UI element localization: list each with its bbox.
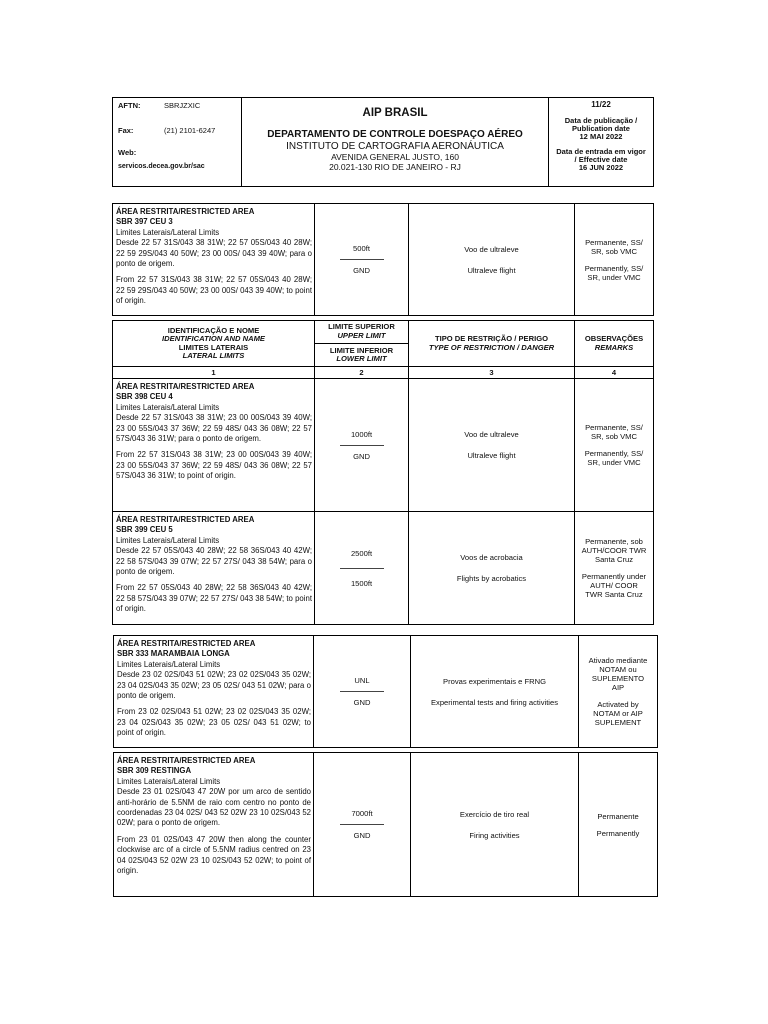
col2-lower-en: LOWER LIMIT bbox=[336, 354, 387, 364]
column-header-remarks bbox=[575, 321, 654, 367]
column-number-4: 4 bbox=[575, 367, 654, 379]
area-name: SBR 397 CEU 3 bbox=[116, 217, 173, 227]
aftn-label: AFTN: bbox=[118, 101, 141, 110]
column-header-restriction bbox=[409, 321, 575, 367]
area-identification bbox=[114, 753, 314, 897]
area-table-sbr-397 bbox=[112, 203, 654, 316]
col4-en: REMARKS bbox=[594, 342, 634, 352]
limits-pt: Desde 22 57 31S/043 38 31W; 23 00 00S/043 39 40W; 23 00 55S/043 37 36W; 22 59 48S/ 043 36 08W; 22 57 57S/043 36 31W; para o ponto de origem. bbox=[116, 413, 312, 444]
column-number-row bbox=[113, 367, 654, 379]
remarks-pt: Permanente bbox=[597, 811, 639, 821]
restriction-en: Firing activities bbox=[469, 830, 520, 840]
fax-label: Fax: bbox=[118, 126, 134, 135]
col2-upper-en: UPPER LIMIT bbox=[337, 330, 386, 340]
lower-limit: 1500ft bbox=[350, 578, 373, 588]
remarks bbox=[575, 204, 654, 316]
upper-limit: 7000ft bbox=[351, 809, 373, 818]
column-number-3: 3 bbox=[409, 367, 575, 379]
lower-limit: GND bbox=[353, 831, 371, 840]
col1-en: IDENTIFICATION AND NAME bbox=[162, 334, 265, 344]
remarks-pt: Permanente, sob AUTH/COOR TWR Santa Cruz bbox=[581, 537, 647, 564]
vertical-limits bbox=[314, 636, 411, 748]
area-identification bbox=[113, 512, 315, 625]
remarks-en: Permanently under AUTH/ COOR TWR Santa Cruz bbox=[581, 572, 647, 599]
restriction-en: Ultraleve flight bbox=[467, 265, 516, 275]
column-header-identification bbox=[113, 321, 315, 367]
upper-limit: 1000ft bbox=[350, 429, 373, 439]
restriction-pt: Provas experimentais e FRNG bbox=[443, 676, 546, 686]
web-label: Web: bbox=[118, 148, 137, 157]
restriction-en: Ultraleve flight bbox=[467, 451, 516, 460]
restriction-pt: Voo de ultraleve bbox=[464, 244, 519, 254]
col3-pt: TIPO DE RESTRIÇÃO / PERIGO bbox=[434, 334, 549, 344]
limits-pt: Desde 22 57 31S/043 38 31W; 22 57 05S/043 40 28W; 22 59 29S/043 40 50W; 23 00 00S/ 043 39 40W; para o ponto de origem. bbox=[116, 238, 312, 269]
area-identification bbox=[113, 204, 315, 316]
column-number-1: 1 bbox=[113, 367, 315, 379]
restriction-type bbox=[411, 636, 579, 748]
column-number-2: 2 bbox=[315, 367, 409, 379]
lower-limit: GND bbox=[353, 698, 371, 707]
area-name: SBR 309 RESTINGA bbox=[117, 766, 192, 776]
col1-pt: IDENTIFICAÇÃO E NOME bbox=[167, 325, 260, 335]
remarks-pt: Permanente, SS/ SR, sob VMC bbox=[585, 237, 643, 256]
col1-en2: LATERAL LIMITS bbox=[182, 350, 245, 360]
remarks-pt: Permanente, SS/ SR, sob VMC bbox=[585, 423, 643, 441]
area-identification bbox=[113, 379, 315, 512]
area-type: ÁREA RESTRITA/RESTRICTED AREA bbox=[117, 756, 256, 765]
area-name: SBR 333 MARAMBAIA LONGA bbox=[117, 649, 230, 659]
title-block bbox=[242, 98, 549, 187]
fax-value: (21) 2101-6247 bbox=[164, 126, 216, 135]
limits-en: From 22 57 31S/043 38 31W; 23 00 00S/043 39 40W; 23 00 55S/043 37 36W; 22 59 48S/ 043 36 08W; 22 57 57S/043 36 31W; to point of origin. bbox=[116, 450, 312, 481]
lateral-limits-label: Limites Laterais/Lateral Limits bbox=[116, 535, 220, 545]
area-type: ÁREA RESTRITA/RESTRICTED AREA bbox=[117, 639, 256, 648]
col1-pt2: LIMITES LATERAIS bbox=[178, 342, 249, 352]
address-line-2: 20.021-130 RIO DE JANEIRO - RJ bbox=[329, 162, 461, 172]
institute: INSTITUTO DE CARTOGRAFIA AERONÁUTICA bbox=[286, 141, 504, 152]
lateral-limits-label: Limites Laterais/Lateral Limits bbox=[117, 776, 221, 786]
remarks-en: Activated by NOTAM or AIP SUPLEMENT bbox=[593, 700, 643, 727]
web-value: servicos.decea.gov.br/sac bbox=[118, 163, 205, 170]
col2-upper-pt: LIMITE SUPERIOR bbox=[328, 322, 395, 332]
area-row-sbr-398 bbox=[113, 379, 654, 512]
publication-label: Data de publicação / Publication date bbox=[564, 116, 638, 133]
restriction-en: Flights by acrobatics bbox=[456, 574, 527, 583]
document-header bbox=[112, 97, 654, 187]
publication-date: 12 MAI 2022 bbox=[579, 132, 623, 141]
contact-block bbox=[113, 98, 242, 187]
lower-limit: GND bbox=[353, 451, 370, 461]
vertical-limits bbox=[315, 512, 409, 625]
area-table-sbr-333 bbox=[113, 635, 658, 748]
area-identification bbox=[114, 636, 314, 748]
limits-en: From 23 01 02S/043 47 20W then along the counter clockwise arc of a circle of 5.5NM radius centred on 23 04 02S/043 52 02W 23 10 02S/043 52 02W; to point of origin. bbox=[117, 834, 311, 876]
restriction-type bbox=[409, 512, 575, 625]
restriction-pt: Voos de acrobacia bbox=[460, 553, 523, 562]
limits-pt: Desde 23 01 02S/043 47 20W por um arco de sentido anti-horário de 5.5NM de raio com centro no ponto de coordenadas 23 04 02S/ 043 52 02W 23 10 02S/043 52 02W; para o ponto de origem. bbox=[117, 787, 311, 828]
restriction-en: Experimental tests and firing activities bbox=[430, 697, 559, 707]
remarks bbox=[575, 512, 654, 625]
aftn-value: SBRJZXIC bbox=[164, 101, 201, 110]
vertical-limits bbox=[315, 379, 409, 512]
area-table-group bbox=[112, 320, 654, 625]
remarks bbox=[579, 753, 658, 897]
area-type: ÁREA RESTRITA/RESTRICTED AREA bbox=[116, 382, 255, 391]
address-line-1: AVENIDA GENERAL JUSTO, 160 bbox=[331, 152, 459, 162]
area-type: ÁREA RESTRITA/RESTRICTED AREA bbox=[116, 207, 255, 216]
effective-date: 16 JUN 2022 bbox=[578, 163, 624, 172]
restriction-pt: Exercício de tiro real bbox=[459, 809, 530, 819]
remarks-en: Permanently, SS/ SR, under VMC bbox=[584, 263, 644, 282]
upper-limit: 500ft bbox=[353, 244, 370, 253]
area-name: SBR 398 CEU 4 bbox=[116, 392, 173, 402]
limits-pt: Desde 23 02 02S/043 51 02W; 23 02 02S/043 35 02W; 23 04 02S/043 35 02W; 23 05 02S/ 043 51 02W; para o ponto de origem. bbox=[117, 670, 311, 701]
effective-label: Data de entrada em vigor / Effective date bbox=[556, 147, 646, 164]
col2-lower-pt: LIMITE INFERIOR bbox=[329, 346, 394, 355]
doc-title: AIP BRASIL bbox=[362, 107, 428, 119]
area-table-sbr-309 bbox=[113, 752, 658, 897]
restriction-pt: Voo de ultraleve bbox=[464, 430, 519, 439]
area-type: ÁREA RESTRITA/RESTRICTED AREA bbox=[116, 515, 255, 524]
department: DEPARTAMENTO DE CONTROLE DOESPAÇO AÉREO bbox=[267, 129, 523, 140]
lateral-limits-label: Limites Laterais/Lateral Limits bbox=[116, 227, 220, 237]
upper-limit: UNL bbox=[354, 676, 370, 685]
remarks-en: Permanently bbox=[596, 828, 640, 838]
area-row-sbr-399 bbox=[113, 512, 654, 625]
vertical-limits bbox=[314, 753, 411, 897]
date-block bbox=[549, 98, 654, 187]
limits-pt: Desde 22 57 05S/043 40 28W; 22 58 36S/043 40 42W; 22 58 57S/043 39 07W; 22 57 27S/ 043 38 54W; para o ponto de origem. bbox=[116, 546, 312, 577]
lateral-limits-label: Limites Laterais/Lateral Limits bbox=[116, 402, 220, 412]
col4-pt: OBSERVAÇÕES bbox=[584, 334, 644, 344]
remarks bbox=[579, 636, 658, 748]
remarks-en: Permanently, SS/ SR, under VMC bbox=[584, 449, 644, 467]
vertical-limits bbox=[315, 204, 409, 316]
page-number: 11/22 bbox=[591, 100, 611, 109]
limits-en: From 22 57 31S/043 38 31W; 22 57 05S/043 40 28W; 22 59 29S/043 40 50W; 23 00 00S/ 043 39 40W; to point of origin. bbox=[116, 275, 312, 306]
restriction-type bbox=[409, 204, 575, 316]
restriction-type bbox=[411, 753, 579, 897]
area-name: SBR 399 CEU 5 bbox=[116, 525, 173, 535]
limits-en: From 22 57 05S/043 40 28W; 22 58 36S/043 40 42W; 22 58 57S/043 39 07W; 22 57 27S/ 043 38 54W; to point of origin. bbox=[116, 583, 312, 614]
limits-en: From 23 02 02S/043 51 02W; 23 02 02S/043 35 02W; 23 04 02S/043 35 02W; 23 05 02S/ 043 51 02W; to point of origin. bbox=[117, 707, 311, 738]
lower-limit: GND bbox=[353, 266, 370, 275]
upper-limit: 2500ft bbox=[350, 548, 373, 558]
col3-en: TYPE OF RESTRICTION / DANGER bbox=[428, 342, 555, 352]
remarks-pt: Ativado mediante NOTAM ou SUPLEMENTO AIP bbox=[588, 656, 648, 692]
remarks bbox=[575, 379, 654, 512]
column-header-row bbox=[113, 321, 654, 367]
restriction-type bbox=[409, 379, 575, 512]
column-header-limits bbox=[315, 321, 409, 367]
lateral-limits-label: Limites Laterais/Lateral Limits bbox=[117, 659, 221, 669]
